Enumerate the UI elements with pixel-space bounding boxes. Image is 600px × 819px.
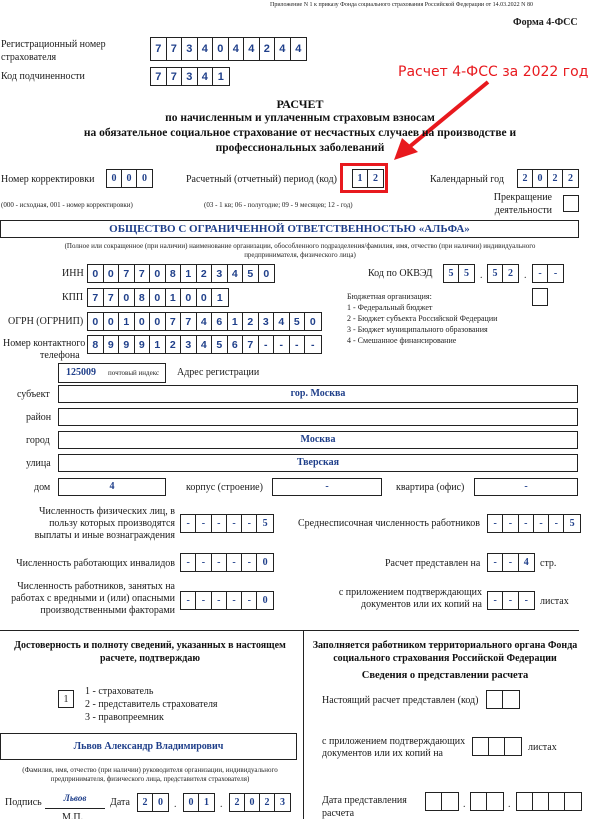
bottom-section-divider [0, 630, 579, 631]
cell: - [196, 554, 211, 571]
inn-field[interactable] [87, 264, 275, 283]
cell: - [212, 592, 227, 609]
cell: - [290, 336, 306, 353]
role-field[interactable]: 1 [58, 690, 74, 708]
fss-title-1: Заполняется работником территориального органа Фонда [312, 640, 578, 651]
title-line-1: РАСЧЕТ [276, 97, 324, 111]
cell: 7 [167, 68, 183, 85]
annotation-label: Расчет 4-ФСС за 2022 год [398, 64, 589, 80]
cell: - [181, 554, 196, 571]
disabled-field[interactable] [180, 553, 274, 572]
cell: 7 [181, 313, 197, 330]
fss-subtitle: Сведения о представлении расчета [361, 670, 529, 681]
cell: 3 [212, 265, 228, 282]
cell [533, 793, 549, 810]
cell: - [533, 265, 548, 282]
cell: 4 [274, 313, 290, 330]
cell: 9 [104, 336, 120, 353]
inn-label: ИНН [62, 268, 84, 279]
year-label: Календарный год [430, 174, 504, 185]
cell: 0 [309, 315, 316, 328]
house-field[interactable]: 4 [58, 478, 166, 496]
period-hint: (03 - 1 кв; 06 - полугодие; 09 - 9 месяцев; 12 - год) [204, 201, 353, 209]
date-label: Дата [110, 797, 130, 808]
cell: 0 [135, 313, 151, 330]
reg-number-field[interactable] [150, 37, 307, 61]
cell: 7 [135, 265, 151, 282]
cell: 0 [181, 289, 197, 306]
individuals-label-3: выплаты и иные вознаграждения [34, 530, 175, 541]
cell [442, 793, 458, 810]
city-field[interactable]: Москва [58, 431, 578, 449]
cell [471, 793, 487, 810]
cell: 7 [167, 38, 183, 60]
cell [487, 793, 503, 810]
cell: 2 [138, 794, 153, 811]
full-name-field[interactable]: Львов Александр Владимирович [0, 733, 297, 760]
role-option-1: 1 - страхователь [85, 686, 154, 697]
cell: 1 [166, 289, 182, 306]
title-line-3: на обязательное социальное страхование от несчастных случаев на производстве и [83, 127, 517, 139]
cell: 0 [119, 289, 135, 306]
fss-attach-label-2: документов или их копий на [322, 748, 443, 759]
cell: 6 [212, 313, 228, 330]
role-option-2: 2 - представитель страхователя [85, 699, 218, 710]
fss-date-label-1: Дата представления [322, 795, 407, 806]
attachments-unit: листах [540, 596, 569, 607]
cell: - [181, 515, 196, 532]
cell: 9 [135, 336, 151, 353]
cell: 5 [488, 265, 503, 282]
org-name-hint-1: (Полное или сокращенное (при наличии) наименование организации, обособленного подразделения/фамилия, имя, отчество (при наличии) индивидуального [64, 242, 536, 250]
hazardous-label-1: Численность работников, занятых на [17, 581, 175, 592]
pages-unit: стр. [540, 558, 557, 569]
cell: 0 [107, 170, 122, 187]
cell: - [242, 554, 257, 571]
period-label: Расчетный (отчетный) период (код) [186, 174, 337, 185]
budget-option-2: 2 - Бюджет субъекта Российской Федерации [347, 314, 498, 323]
cell: - [553, 268, 558, 279]
cell: 0 [245, 794, 260, 811]
cell: - [549, 515, 564, 532]
cell: 0 [104, 313, 120, 330]
cell: 3 [280, 797, 285, 808]
cell: 5 [464, 268, 469, 279]
cell: 2 [260, 794, 275, 811]
cell: 7 [166, 313, 182, 330]
fss-attach-label-1: с приложением подтверждающих [322, 736, 466, 747]
cell: 0 [263, 267, 270, 280]
cell: 2 [568, 173, 573, 184]
cell: - [503, 515, 518, 532]
kpp-label: КПП [62, 292, 84, 303]
fss-attach-field[interactable] [472, 737, 522, 756]
termination-checkbox[interactable] [563, 195, 579, 212]
hazardous-field[interactable] [180, 591, 274, 610]
signature-field[interactable]: Львов [45, 793, 105, 809]
cell: - [196, 592, 211, 609]
cell: - [227, 592, 242, 609]
cell: 0 [197, 289, 213, 306]
cell: 8 [166, 265, 182, 282]
cell: 2 [197, 265, 213, 282]
correction-field[interactable] [106, 169, 153, 188]
cell: 0 [184, 794, 199, 811]
attachments-label-2: документов или их копий на [361, 599, 482, 610]
hazardous-label-3: производственными факторами [40, 605, 175, 616]
cell: 4 [295, 43, 302, 55]
termination-label-2: деятельности [494, 205, 552, 216]
cell: 1 [353, 170, 368, 187]
organization-name-field[interactable]: ОБЩЕСТВО С ОГРАНИЧЕННОЙ ОТВЕТСТВЕННОСТЬЮ «АЛЬФА» [0, 220, 579, 238]
year-field[interactable] [517, 169, 579, 188]
pages-field[interactable] [487, 553, 535, 572]
cell: 4 [198, 38, 214, 60]
cell: 7 [151, 38, 167, 60]
reg-number-label: Регистрационный номер страхователя [1, 39, 106, 63]
cell: 2 [518, 170, 533, 187]
fss-title-2: социального страхования Российской Федерации [333, 653, 557, 664]
avg-headcount-field[interactable] [487, 514, 581, 533]
ogrn-field[interactable] [87, 312, 322, 331]
cell: 1 [216, 291, 223, 304]
phone-field[interactable] [87, 335, 322, 354]
cell: 0 [262, 557, 268, 568]
cell: - [488, 592, 503, 609]
cell: 7 [151, 68, 167, 85]
budget-title: Бюджетная организация: [347, 292, 432, 301]
date-day-field[interactable] [137, 793, 169, 812]
cell: 7 [88, 289, 104, 306]
cell: 4 [275, 38, 291, 60]
cell: 0 [122, 170, 137, 187]
phone-label-2: телефона [40, 350, 80, 361]
cell: 4 [197, 313, 213, 330]
postal-code-value: 125009 [66, 367, 96, 378]
cell [549, 793, 565, 810]
cell [517, 793, 533, 810]
cell: 3 [182, 38, 198, 60]
cell: 4 [198, 68, 214, 85]
stamp-label: М.П. [62, 812, 84, 819]
role-option-3: 3 - правопреемник [85, 712, 164, 723]
cell: 6 [228, 336, 244, 353]
date-month-field[interactable] [183, 793, 215, 812]
full-name-hint-1: (Фамилия, имя, отчество (при наличии) руководителя организации, индивидуального [22, 766, 278, 774]
individuals-label-1: Численность физических лиц, в [39, 506, 175, 517]
cell [489, 738, 505, 755]
budget-option-3: 3 - Бюджет муниципального образования [347, 325, 488, 334]
cell: 0 [142, 173, 147, 184]
individuals-field[interactable] [180, 514, 274, 533]
ogrn-label: ОГРН (ОГРНИП) [8, 316, 84, 327]
cell [505, 738, 521, 755]
cell: 2 [230, 794, 245, 811]
appendix-note: Приложение N 1 к приказу Фонда социального страхования Российской Федерации от 14.03.2022 N 80 [270, 2, 533, 8]
confirm-title-1: Достоверность и полноту сведений, указанных в настоящем [14, 640, 286, 651]
cell: 2 [548, 170, 563, 187]
cell: 1 [204, 797, 209, 808]
bottom-vertical-divider [303, 630, 304, 819]
budget-checkbox[interactable] [532, 288, 548, 306]
period-highlight [340, 163, 388, 193]
org-name-hint-2: предпринимателя, физического лица) [244, 251, 356, 259]
cell: 2 [243, 313, 259, 330]
cell: 5 [444, 265, 459, 282]
city-label: город [26, 435, 50, 446]
cell: 0 [88, 265, 104, 282]
cell: 3 [181, 336, 197, 353]
district-label: район [26, 412, 52, 423]
cell: - [242, 515, 257, 532]
cell: 1 [217, 70, 224, 83]
cell: 0 [150, 289, 166, 306]
cell: 0 [533, 170, 548, 187]
cell: - [196, 515, 211, 532]
budget-option-1: 1 - Федеральный бюджет [347, 303, 433, 312]
cell: 0 [150, 265, 166, 282]
okved-field-1[interactable] [443, 264, 475, 283]
street-field[interactable]: Тверская [58, 454, 578, 472]
postal-code-field[interactable] [58, 363, 166, 383]
cell: - [212, 515, 227, 532]
address-title: Адрес регистрации [177, 367, 260, 378]
okved-field-3[interactable] [532, 264, 564, 283]
district-field[interactable] [58, 408, 578, 426]
individuals-label-2: пользу которых производятся [49, 518, 175, 529]
confirm-title-2: расчете, подтверждаю [99, 653, 201, 664]
apartment-label: квартира (офис) [396, 482, 465, 493]
cell [473, 738, 489, 755]
cell: 3 [259, 313, 275, 330]
budget-option-4: 4 - Смешанное финансирование [347, 336, 457, 345]
fss-date-month-field[interactable] [470, 792, 504, 811]
correction-hint: (000 - исходная, 001 - номер корректировки) [1, 201, 133, 209]
kpp-field[interactable] [87, 288, 229, 307]
cell: 9 [119, 336, 135, 353]
cell: - [519, 515, 534, 532]
cell: - [524, 595, 528, 606]
street-label: улица [26, 458, 51, 469]
hazardous-label-2: работах с вредными и (или) опасными [11, 593, 175, 604]
cell [487, 691, 503, 708]
cell: - [227, 554, 242, 571]
cell: 0 [104, 265, 120, 282]
cell: 7 [104, 289, 120, 306]
cell: - [212, 554, 227, 571]
cell: 1 [228, 313, 244, 330]
okved-field-2[interactable] [487, 264, 519, 283]
cell: - [274, 336, 290, 353]
cell: 0 [262, 595, 268, 606]
cell [503, 691, 519, 708]
subject-field[interactable]: гор. Москва [58, 385, 578, 403]
cell: 5 [243, 265, 259, 282]
cell: 5 [212, 336, 228, 353]
title-line-4: профессиональных заболеваний [215, 142, 385, 154]
cell: - [488, 554, 503, 571]
cell: - [181, 592, 196, 609]
cell: 4 [229, 38, 245, 60]
subordination-label: Код подчиненности [1, 71, 85, 82]
correction-label: Номер корректировки [1, 174, 95, 185]
cell: - [534, 515, 549, 532]
fss-date-label-2: расчета [322, 808, 355, 819]
cell: - [242, 592, 257, 609]
cell: 4 [244, 38, 260, 60]
subordination-field[interactable] [150, 67, 230, 86]
cell: 8 [135, 289, 151, 306]
cell: 2 [166, 336, 182, 353]
cell: - [311, 338, 315, 351]
cell [565, 793, 581, 810]
cell: 0 [213, 38, 229, 60]
cell: 1 [181, 265, 197, 282]
cell: 7 [119, 265, 135, 282]
apartment-field[interactable]: - [474, 478, 578, 496]
cell: 5 [569, 518, 575, 529]
phone-label-1: Номер контактного [3, 338, 86, 349]
cell: 1 [150, 336, 166, 353]
subject-label: субъект [17, 389, 50, 400]
building-field[interactable]: - [272, 478, 382, 496]
cell [426, 793, 442, 810]
attachments-field[interactable] [487, 591, 535, 610]
cell: 0 [158, 797, 163, 808]
disabled-label: Численность работающих инвалидов [16, 558, 175, 569]
full-name-hint-2: предпринимателя, физического лица, представителя страхователя) [50, 775, 250, 783]
cell: 4 [523, 557, 529, 568]
cell: 0 [88, 313, 104, 330]
postal-code-label: почтовый индекс [108, 369, 160, 377]
pages-label: Расчет представлен на [385, 558, 481, 569]
signature-label: Подпись [5, 797, 42, 808]
fss-attach-unit: листах [528, 742, 557, 753]
attachments-label-1: с приложением подтверждающих [338, 587, 482, 598]
cell: 2 [508, 268, 513, 279]
building-label: корпус (строение) [186, 482, 263, 493]
date-year-field[interactable] [229, 793, 291, 812]
cell: - [227, 515, 242, 532]
cell: 7 [243, 336, 259, 353]
termination-label-1: Прекращение [493, 192, 552, 203]
cell: 1 [119, 313, 135, 330]
cell: 4 [197, 336, 213, 353]
fss-date-day-field[interactable] [425, 792, 459, 811]
title-line-2: по начисленным и уплаченным страховым взносам [165, 112, 435, 124]
cell: 3 [182, 68, 198, 85]
house-label: дом [34, 482, 51, 493]
cell: 2 [260, 38, 276, 60]
cell: 0 [150, 313, 166, 330]
avg-headcount-label: Среднесписочная численность работников [298, 518, 480, 529]
cell: 4 [228, 265, 244, 282]
cell: - [503, 592, 518, 609]
cell: 5 [262, 518, 268, 529]
cell: - [488, 515, 503, 532]
form-name: Форма 4-ФСС [513, 17, 578, 28]
fss-code-label: Настоящий расчет представлен (код) [322, 695, 479, 706]
cell: 8 [88, 336, 104, 353]
cell: 5 [290, 313, 306, 330]
cell: - [503, 554, 518, 571]
fss-date-year-field[interactable] [516, 792, 582, 811]
fss-code-field[interactable] [486, 690, 520, 709]
okved-label: Код по ОКВЭД [368, 268, 433, 279]
cell: 2 [373, 173, 378, 184]
cell: - [259, 336, 275, 353]
